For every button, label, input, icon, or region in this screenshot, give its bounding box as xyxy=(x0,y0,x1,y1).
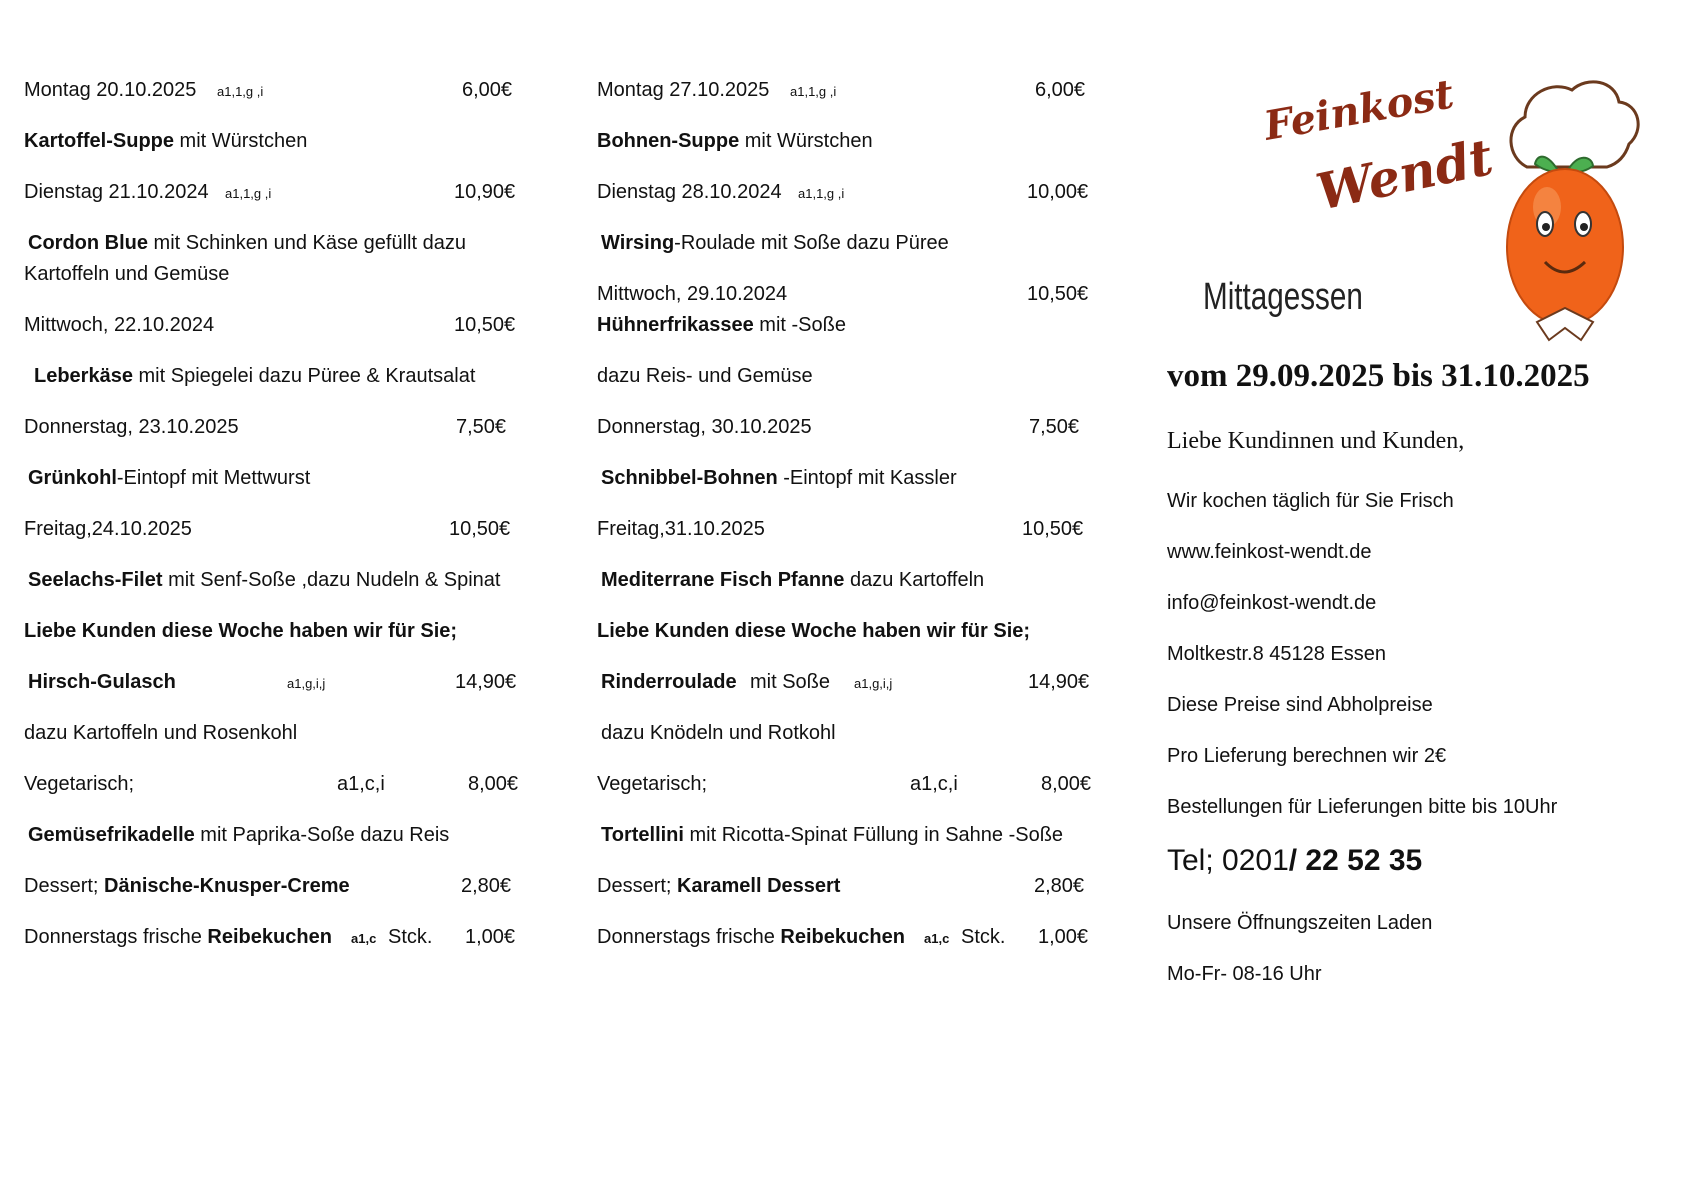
week1-special-heading: Liebe Kunden diese Woche haben wir für Sie; xyxy=(24,620,458,642)
week1-dessert-row xyxy=(24,873,512,899)
price: 10,90€ xyxy=(454,181,516,203)
dish-name: Gemüsefrikadelle xyxy=(28,824,195,846)
price: 1,00€ xyxy=(1038,926,1089,948)
day-label: Dienstag 28.10.2024 xyxy=(597,181,782,203)
allergen-codes: a1,1,g ,i xyxy=(225,186,272,201)
day-label: Mittwoch, 29.10.2024 xyxy=(597,283,788,305)
info-line-fresh: Wir kochen täglich für Sie Frisch xyxy=(1167,490,1454,512)
website-link[interactable]: www.feinkost-wendt.de xyxy=(1167,541,1372,563)
dish-name: Kartoffel-Suppe xyxy=(24,130,174,152)
price: 14,90€ xyxy=(1028,671,1090,693)
day-label: Dienstag 21.10.2024 xyxy=(24,181,209,203)
email-link[interactable]: info@feinkost-wendt.de xyxy=(1167,592,1377,614)
week2-special-row xyxy=(601,669,1090,695)
reibe-name: Reibekuchen xyxy=(780,926,905,948)
price: 2,80€ xyxy=(461,875,512,897)
allergen-codes: a1,c,i xyxy=(910,773,958,795)
week1-friday-dish xyxy=(28,567,500,593)
week1-wednesday-dish xyxy=(34,363,475,389)
dish-desc: mit Würstchen xyxy=(739,130,873,152)
reibe-prefix: Donnerstags frische xyxy=(24,926,208,948)
dish-desc: dazu Kartoffeln xyxy=(844,569,985,591)
price: 7,50€ xyxy=(456,416,507,438)
phone-number xyxy=(1167,844,1422,878)
dish-desc: -Eintopf mit Kassler xyxy=(777,467,957,489)
price: 2,80€ xyxy=(1034,875,1085,897)
dessert-label: Dessert; xyxy=(24,875,105,897)
dessert-name: Dänische-Knusper-Creme xyxy=(104,875,350,897)
week2-monday-dish xyxy=(597,128,873,154)
dish-desc: mit Soße xyxy=(750,671,831,693)
allergen-codes: a1,c,i xyxy=(337,773,385,795)
dish-desc: mit Senf-Soße ,dazu Nudeln & Spinat xyxy=(162,569,501,591)
allergen-codes: a1,1,g ,i xyxy=(798,186,845,201)
dish-desc: mit Schinken und Käse gefüllt dazu xyxy=(148,232,466,254)
day-label: Freitag,31.10.2025 xyxy=(597,518,765,540)
week1-friday-row xyxy=(24,516,511,542)
dessert-label: Dessert; xyxy=(597,875,678,897)
price: 8,00€ xyxy=(468,773,519,795)
price: 8,00€ xyxy=(1041,773,1092,795)
week1-tuesday-dish-line2: Kartoffeln und Gemüse xyxy=(24,263,230,285)
week2-thursday-dish xyxy=(601,465,957,491)
week1-tuesday-dish xyxy=(28,230,466,256)
week2-friday-row xyxy=(597,516,1084,542)
allergen-codes: a1,c xyxy=(351,931,377,946)
price: 10,00€ xyxy=(1027,181,1089,203)
price: 7,50€ xyxy=(1029,416,1080,438)
dish-name: Leberkäse xyxy=(34,365,133,387)
day-label: Donnerstag, 30.10.2025 xyxy=(597,416,812,438)
veg-label: Vegetarisch; xyxy=(24,773,135,795)
dish-name: Mediterrane Fisch Pfanne xyxy=(601,569,845,591)
logo-word-feinkost: Feinkost xyxy=(1260,70,1458,150)
day-label: Montag 20.10.2025 xyxy=(24,79,197,101)
price: 6,00€ xyxy=(1035,79,1086,101)
week1-monday-dish xyxy=(24,128,307,154)
week1-thursday-dish xyxy=(28,465,310,491)
greeting: Liebe Kundinnen und Kunden, xyxy=(1167,428,1465,454)
opening-hours: Mo-Fr- 08-16 Uhr xyxy=(1167,963,1322,985)
week1-reibekuchen-row xyxy=(24,924,516,950)
feinkost-wendt-logo xyxy=(1260,70,1498,236)
dish-desc: mit Würstchen xyxy=(174,130,308,152)
week2-vegetarian-row xyxy=(597,771,1092,797)
day-label: Montag 27.10.2025 xyxy=(597,79,770,101)
price: 10,50€ xyxy=(1027,283,1089,305)
dish-desc: -Eintopf mit Mettwurst xyxy=(116,467,311,489)
week2-wednesday-dish-line2: dazu Reis- und Gemüse xyxy=(597,365,813,387)
week2-special-side: dazu Knödeln und Rotkohl xyxy=(601,722,836,744)
allergen-codes: a1,g,i,j xyxy=(854,676,893,691)
week2-dessert-row xyxy=(597,873,1085,899)
dish-name: Grünkohl xyxy=(28,467,117,489)
week1-special-row xyxy=(28,669,517,695)
allergen-codes: a1,g,i,j xyxy=(287,676,326,691)
week2-thursday-row xyxy=(597,414,1080,440)
dish-desc: mit -Soße xyxy=(753,314,846,336)
day-label: Freitag,24.10.2025 xyxy=(24,518,192,540)
week1-tuesday-row xyxy=(24,179,516,205)
week1-thursday-row xyxy=(24,414,507,440)
price: 14,90€ xyxy=(455,671,517,693)
week1-vegetarian-row xyxy=(24,771,519,797)
dish-name: Wirsing xyxy=(601,232,675,254)
dish-name: Schnibbel-Bohnen xyxy=(601,467,778,489)
week2-monday-row xyxy=(597,77,1086,103)
dish-desc: mit Spiegelei dazu Püree & Krautsalat xyxy=(132,365,476,387)
week1-vegetarian-dish xyxy=(28,822,449,848)
allergen-codes: a1,c xyxy=(924,931,950,946)
price: 10,50€ xyxy=(449,518,511,540)
unit: Stck. xyxy=(961,926,1006,948)
week2-tuesday-row xyxy=(597,179,1089,205)
day-label: Mittwoch, 22.10.2024 xyxy=(24,314,215,336)
logo-word-wendt: Wendt xyxy=(1311,126,1498,222)
veg-label: Vegetarisch; xyxy=(597,773,708,795)
week2-reibekuchen-row xyxy=(597,924,1089,950)
dish-desc: -Roulade mit Soße dazu Püree xyxy=(674,232,949,254)
week2-wednesday-dish xyxy=(597,312,846,338)
menu-title: Mittagessen xyxy=(1203,276,1363,318)
reibe-prefix: Donnerstags frische xyxy=(597,926,781,948)
dish-name: Tortellini xyxy=(601,824,684,846)
info-line-prices: Diese Preise sind Abholpreise xyxy=(1167,694,1433,716)
price: 10,50€ xyxy=(454,314,516,336)
price: 6,00€ xyxy=(462,79,513,101)
info-panel xyxy=(1167,0,1667,1190)
week2-friday-dish xyxy=(601,567,984,593)
address: Moltkestr.8 45128 Essen xyxy=(1167,643,1387,665)
dish-name: Cordon Blue xyxy=(28,232,148,254)
phone-digits: / 22 52 35 xyxy=(1288,844,1423,877)
menu-period: vom 29.09.2025 bis 31.10.2025 xyxy=(1167,358,1590,394)
orange-chef-mascot-icon xyxy=(1497,72,1647,347)
dish-name: Seelachs-Filet xyxy=(28,569,163,591)
dish-name: Rinderroulade xyxy=(601,671,737,693)
dish-desc: mit Ricotta-Spinat Füllung in Sahne -Soße xyxy=(683,824,1064,846)
week2-tuesday-dish xyxy=(601,230,949,256)
dish-name: Bohnen-Suppe xyxy=(597,130,740,152)
week2-wednesday-row xyxy=(597,281,1089,307)
week2-vegetarian-dish xyxy=(601,822,1063,848)
reibe-name: Reibekuchen xyxy=(207,926,332,948)
price: 1,00€ xyxy=(465,926,516,948)
week1-special-side: dazu Kartoffeln und Rosenkohl xyxy=(24,722,298,744)
unit: Stck. xyxy=(388,926,433,948)
info-line-order-deadline: Bestellungen für Lieferungen bitte bis 10Uhr xyxy=(1167,796,1558,818)
allergen-codes: a1,1,g ,i xyxy=(790,84,837,99)
dish-name: Hirsch-Gulasch xyxy=(28,671,176,693)
dessert-name: Karamell Dessert xyxy=(677,875,841,897)
week1-wednesday-row xyxy=(24,312,516,338)
week2-special-heading: Liebe Kunden diese Woche haben wir für Sie; xyxy=(597,620,1031,642)
phone-prefix: Tel; 0201 xyxy=(1167,844,1289,877)
opening-hours-heading: Unsere Öffnungszeiten Laden xyxy=(1167,912,1433,934)
day-label: Donnerstag, 23.10.2025 xyxy=(24,416,239,438)
week1-monday-row xyxy=(24,77,513,103)
allergen-codes: a1,1,g ,i xyxy=(217,84,264,99)
info-line-delivery-fee: Pro Lieferung berechnen wir 2€ xyxy=(1167,745,1447,767)
dish-name: Hühnerfrikassee xyxy=(597,314,754,336)
price: 10,50€ xyxy=(1022,518,1084,540)
dish-desc: mit Paprika-Soße dazu Reis xyxy=(194,824,450,846)
